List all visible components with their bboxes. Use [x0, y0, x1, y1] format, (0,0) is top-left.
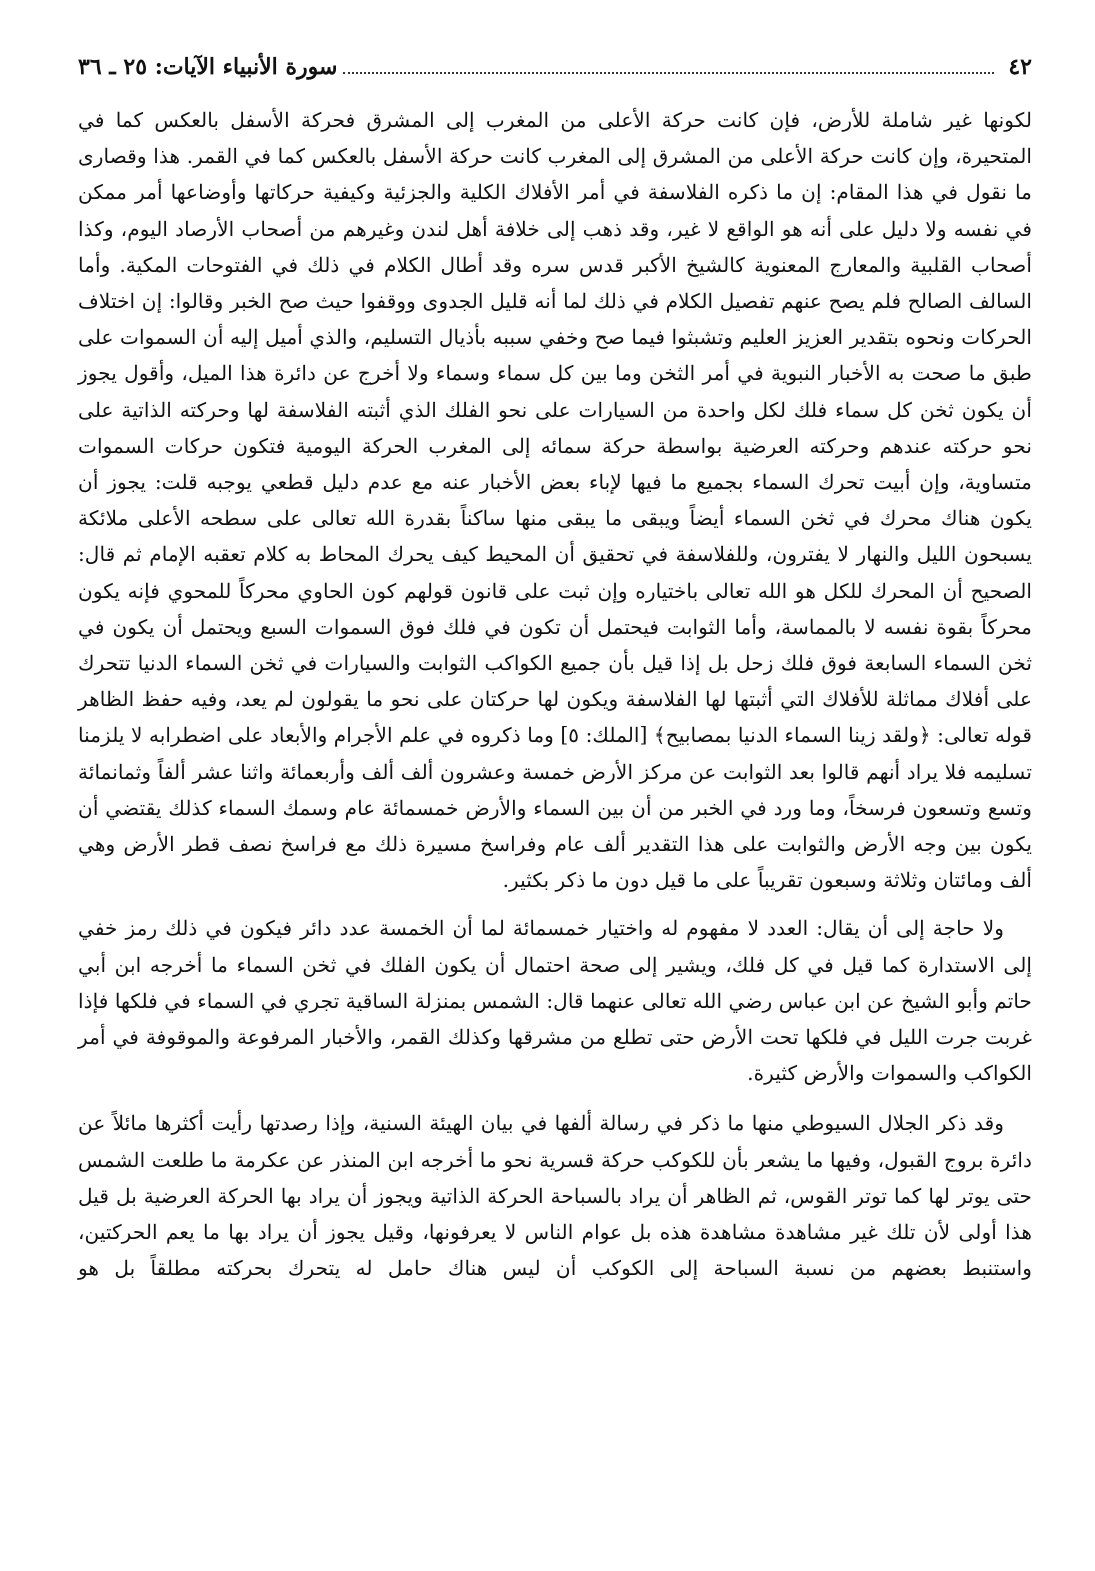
paragraph-2: ولا حاجة إلى أن يقال: العدد لا مفهوم له واختيار خمسمائة لما أن الخمسة عدد دائر فيكون في ذلك رمز خفي إلى الاستدارة كما قيل في كل فلك، ويشير إلى صحة احتمال أن يكون الفلك في ثخن السماء ما أخرجه ابن أبي حاتم وأبو الشيخ عن ابن عباس رضي الله تعالى عنهما قال: الشمس بمنزلة الساقية تجري في السماء في فلكها فإذا غربت جرت الليل في فلكها تحت الأرض حتى تطلع من مشرقها وكذلك القمر، والأخبار المرفوعة والموقوفة في أمر الكواكب والسموات والأرض كثيرة. — [78, 916, 1032, 1086]
document-page — [78, 52, 1032, 1552]
paragraph-1: لكونها غير شاملة للأرض، فإن كانت حركة الأعلى من المغرب إلى المشرق فحركة الأسفل بالعكس كما في المتحيرة، وإن كانت حركة الأعلى من المشرق إلى المغرب كانت حركة الأسفل بالعكس كما في القمر. هذا وقصارى ما نقول في هذا المقام: إن ما ذكره الفلاسفة في أمر الأفلاك الكلية والجزئية وكيفية حركاتها وأوضاعها أمر ممكن في نفسه ولا دليل على أنه هو الواقع لا غير، وقد ذهب إلى خلافة أهل لندن وغيرهم من أصحاب الأرصاد اليوم، وكذا أصحاب القلبية والمعارج المعنوية كالشيخ الأكبر قدس سره وقد أطال الكلام في ذلك في الفتوحات المكية. وأما السالف الصالح فلم يصح عنهم تفصيل الكلام في ذلك لما أنه قليل الجدوى ووقفوا حيث صح الخبر وقالوا: إن اختلاف الحركات ونحوه بتقدير العزيز العليم وتشبثوا فيما صح وخفي سببه بأذيال التسليم، والذي أميل إليه أن السموات على طبق ما صحت به الأخبار النبوية في أمر الثخن وما بين كل سماء وسماء ولا أخرج عن دائرة هذا الميل، وأقول يجوز أن يكون ثخن كل سماء فلك لكل واحدة من السيارات على نحو الفلك الذي أثبته الفلاسفة لها وحركته الذاتية على نحو حركته عندهم وحركته العرضية بواسطة حركة سمائه إلى المغرب الحركة اليومية فتكون حركات السموات متساوية، وإن أبيت تحرك السماء بجميع ما فيها لإباء بعض الأخبار عنه مع عدم دليل قطعي يوجبه قلت: يجوز أن يكون هناك محرك في ثخن السماء أيضاً ويبقى ما يبقى منها ساكناً بقدرة الله تعالى على سطحه الأعلى ملائكة يسبحون الليل والنهار لا يفترون، وللفلاسفة في تحقيق أن المحيط كيف يحرك المحاط به كلام تعقبه الإمام ثم قال: الصحيح أن المحرك للكل هو الله تعالى باختياره وإن ثبت على قانون قولهم كون الحاوي محركاً للمحوي فإنه يكون محركاً بقوة نفسه لا بالمماسة، وأما الثوابت فيحتمل أن تكون في فلك فوق السموات السبع ويحتمل أن يكون في ثخن السماء السابعة فوق فلك زحل بل إذا قيل بأن جميع الكواكب الثوابت والسيارات في ثخن السماء الدنيا تتحرك على أفلاك مماثلة للأفلاك التي أثبتها لها الفلاسفة ويكون لها حركتان على نحو ما يقولون لم يعد، وفيه حفظ الظاهر قوله تعالى: ﴿ولقد زينا السماء الدنيا بمصابيح﴾ [الملك: ٥] وما ذكروه في علم الأجرام والأبعاد على اضطرابه لا يلزمنا تسليمه فلا يراد أنهم قالوا بعد الثوابت عن مركز الأرض خمسة وعشرون ألف ألف وأربعمائة واثنا عشر ألفاً وثمانمائة وتسع وتسعون فرسخاً، وما ورد في الخبر من أن بين السماء والأرض خمسمائة عام وسمك السماء كذلك يقتضي أن يكون بين وجه الأرض والثوابت على هذا التقدير ألف عام وفراسخ مسيرة ذلك مع فراسخ نصف قطر الأرض وهي ألف ومائتان وثلاثة وسبعون تقريباً على ما قيل دون ما ذكر بكثير. — [78, 108, 1033, 893]
header-leader-dots — [343, 71, 994, 74]
paragraph-3: وقد ذكر الجلال السيوطي منها ما ذكر في رسالة ألفها في بيان الهيئة السنية، وإذا رصدتها رأيت أكثرها مائلاً عن دائرة بروج القبول، وفيها ما يشعر بأن للكوكب حركة قسرية نحو ما أخرجه ابن المنذر عن عكرمة ما طلعت الشمس حتى يوتر لها كما توتر القوس، ثم الظاهر أن يراد بالسباحة الحركة الذاتية ويجوز أن يراد بها الحركة العرضية بل قيل هذا أولى لأن تلك غير مشاهدة مشاهدة هذه بل عوام الناس لا يعرفونها، وقيل يجوز أن يراد بها ما يعم الحركتين، واستنبط بعضهم من نسبة السباحة إلى الكوكب أن ليس هناك حامل له يتحرك بحركته مطلقاً بل هو — [78, 1111, 1032, 1281]
body-text — [78, 102, 1032, 1287]
running-title: سورة الأنبياء الآيات: ٢٥ ـ ٣٦ — [78, 54, 338, 80]
page-header — [78, 52, 1032, 92]
page-number: ٤٢ — [1008, 54, 1032, 80]
